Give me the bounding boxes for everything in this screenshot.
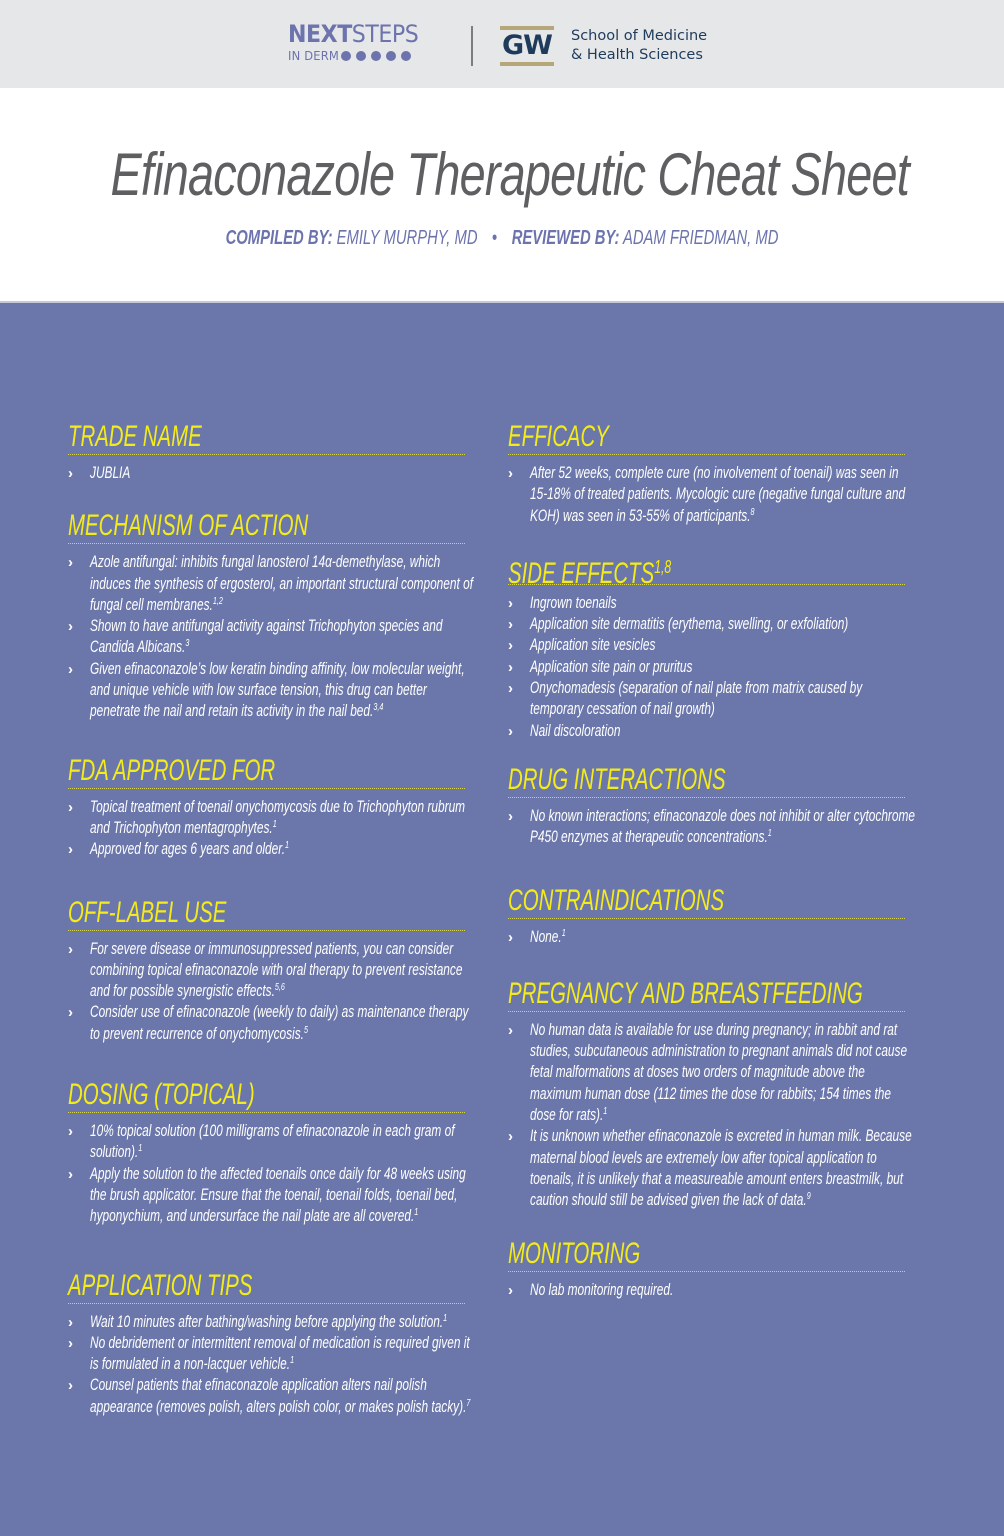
list-item (68, 797, 488, 840)
chevron-right-icon: › (508, 658, 513, 676)
list-item-text (90, 939, 479, 1003)
list-item (68, 1312, 488, 1333)
item-text: 10% topical solution (100 milligrams of efinaconazole in each gram of solution). (90, 1122, 455, 1162)
section-header (508, 976, 905, 1012)
section-title (68, 755, 275, 787)
chevron-right-icon: › (68, 554, 73, 572)
section-title (508, 978, 863, 1010)
item-text: Counsel patients that efinaconazole application alters nail polish appearance (removes polish, alters polish color, or makes polish tacky). (90, 1376, 467, 1416)
item-text: Application site vesicles (530, 636, 656, 655)
section-contraindications (508, 883, 928, 948)
list-item (508, 657, 928, 678)
item-text: After 52 weeks, complete cure (no involvement of toenail) was seen in 15-18% of treated patients. Mycologic cure (negative fungal culture and KOH) was seen in 53-55% of participants. (530, 464, 906, 525)
section-title (508, 421, 609, 453)
section-drug-interactions (508, 762, 928, 849)
compiled-by-label: COMPILED BY: (225, 227, 333, 249)
list-item (68, 1333, 488, 1376)
nextsteps-wordmark (288, 22, 435, 46)
school-name (571, 27, 707, 65)
section-title-text: APPLICATION TIPS (68, 1268, 253, 1302)
citation-superscript: 3,4 (373, 702, 384, 714)
section-off-label-use (68, 895, 488, 1045)
section-dosing-topical (68, 1077, 488, 1227)
list-item (68, 939, 488, 1003)
section-header (68, 419, 465, 455)
list-item (508, 721, 928, 742)
section-side-effects (508, 549, 928, 742)
item-text: Given efinaconazole’s low keratin binding affinity, low molecular weight, and unique vehicle with low surface tension, this drug can better penetrate the nail and retain its activity in the nail bed. (90, 659, 465, 721)
bullet-list (508, 1280, 928, 1301)
bullet-list (68, 463, 488, 484)
list-item-text (530, 1280, 919, 1301)
chevron-right-icon: › (68, 940, 73, 958)
list-item-text (90, 1312, 479, 1333)
citation-superscript: 1 (603, 1106, 608, 1118)
item-text: Application site dermatitis (erythema, swelling, or exfoliation) (530, 615, 849, 634)
item-text: Topical treatment of toenail onychomycosis due to Trichophyton rubrum and Trichophyton mentagrophytes. (90, 797, 466, 837)
list-item (508, 463, 928, 527)
section-header (68, 508, 465, 544)
item-text: Nail discoloration (530, 721, 621, 740)
item-text: Consider use of efinaconazole (weekly to daily) as maintenance therapy to prevent recurrence of onychomycosis. (90, 1003, 469, 1043)
list-item (68, 1164, 488, 1228)
bullet-list (508, 806, 928, 849)
section-title (508, 764, 726, 796)
list-item-text (90, 797, 479, 840)
list-item-text (530, 657, 919, 678)
section-title-text: EFFICACY (508, 420, 609, 453)
item-text: Wait 10 minutes after bathing/washing before applying the solution. (90, 1312, 444, 1331)
bullet-list (68, 1121, 488, 1227)
item-text: No lab monitoring required. (530, 1280, 674, 1299)
list-item (68, 1121, 488, 1164)
citation-superscript: 8 (750, 506, 755, 518)
list-item (68, 839, 488, 860)
section-header (508, 883, 905, 919)
section-header (508, 1236, 905, 1272)
nextsteps-in-derm-logo (288, 22, 448, 63)
section-title-text: DOSING (TOPICAL) (68, 1078, 255, 1112)
citation-superscript: 1,2 (212, 595, 223, 607)
citation-superscript: 1 (138, 1143, 143, 1155)
chevron-right-icon: › (68, 798, 73, 816)
item-text: None. (530, 927, 562, 946)
bullet-list (68, 939, 488, 1045)
citation-superscript: 1 (414, 1207, 419, 1219)
list-item-text (90, 1121, 479, 1164)
right-column (508, 395, 928, 1301)
bullet-list (508, 1020, 928, 1212)
section-title-text: CONTRAINDICATIONS (508, 883, 725, 917)
section-title-text: PREGNANCY AND BREASTFEEDING (508, 976, 863, 1010)
chevron-right-icon: › (68, 465, 73, 482)
list-item (508, 635, 928, 656)
list-item-text (530, 463, 919, 527)
compiled-by-name: EMILY MURPHY, MD (336, 227, 478, 249)
citation-superscript: 5 (303, 1024, 308, 1036)
reviewed-by-name: ADAM FRIEDMAN, MD (622, 227, 779, 249)
section-header (508, 762, 905, 798)
section-monitoring (508, 1236, 928, 1301)
gw-mark: GW (502, 30, 552, 61)
list-item-text (90, 616, 479, 659)
chevron-right-icon: › (508, 637, 513, 655)
item-text: Apply the solution to the affected toenails once daily for 48 weeks using the brush applicator. Ensure that the toenail, toenail folds, toenail bed, hyponychium, and undersurface the nail plate are all covered. (90, 1164, 466, 1226)
section-header (68, 753, 465, 789)
list-item-text (530, 806, 919, 849)
citation-superscript: 7 (466, 1397, 471, 1409)
item-text: JUBLIA (90, 464, 131, 482)
title-area (0, 88, 1004, 302)
left-column (68, 395, 488, 1418)
list-item-text (530, 927, 919, 948)
chevron-right-icon: › (68, 1165, 73, 1183)
item-text: Azole antifungal: inhibits fungal lanosterol 14α-demethylase, which induces the synthesis of ergosterol, an important structural component of fungal cell membranes. (90, 553, 474, 614)
chevron-right-icon: › (508, 928, 513, 946)
item-text: Shown to have antifungal activity against Trichophyton species and Candida Albicans. (90, 617, 443, 657)
list-item-text (90, 463, 479, 484)
gw-gold-bar-icon (500, 62, 554, 66)
section-header (508, 419, 905, 455)
list-item (508, 593, 928, 614)
bullet-list (508, 593, 928, 742)
section-title (508, 551, 671, 590)
item-text: No human data is available for use during pregnancy; in rabbit and rat studies, subcutaneous administration to pregnant animals did not cause fetal malformations at doses two orders of magnitude above the maximum human dose (112 times the dose for rabbits; 154 times the dose for rats). (530, 1020, 908, 1125)
dots-icon (341, 51, 411, 61)
bullet-list (68, 552, 488, 722)
citation-superscript: 1 (272, 818, 277, 830)
citation-superscript: 1 (290, 1355, 295, 1367)
list-item-text (530, 1126, 919, 1211)
section-title (68, 1079, 255, 1111)
section-title (68, 510, 308, 542)
section-title (68, 897, 226, 929)
list-item (68, 463, 488, 484)
section-title (68, 1270, 252, 1302)
citation-superscript: 1 (443, 1312, 448, 1324)
item-text: No debridement or intermittent removal of medication is required given it is formulated in a non-lacquer vehicle. (90, 1333, 470, 1374)
chevron-right-icon: › (68, 841, 73, 859)
citation-superscript: 5,6 (274, 982, 285, 994)
byline (131, 225, 874, 251)
list-item (508, 1020, 928, 1126)
list-item-text (90, 1164, 479, 1228)
item-text: Ingrown toenails (530, 593, 617, 612)
list-item-text (530, 593, 919, 614)
list-item (508, 927, 928, 948)
list-item-text (530, 614, 919, 635)
chevron-right-icon: › (68, 1377, 73, 1395)
list-item-text (530, 678, 919, 721)
chevron-right-icon: › (508, 1281, 513, 1299)
section-title-text: TRADE NAME (68, 420, 202, 453)
chevron-right-icon: › (68, 1334, 73, 1352)
citation-superscript: 1,8 (654, 556, 672, 577)
bullet-list (508, 927, 928, 948)
school-line-1: School of Medicine (571, 28, 708, 44)
citation-superscript: 1 (767, 828, 772, 840)
item-text: No known interactions; efinaconazole does not inhibit or alter cytochrome P450 enzymes at therapeutic concentrations. (530, 806, 915, 847)
list-item (68, 552, 488, 616)
list-item (508, 806, 928, 849)
section-title-text: MECHANISM OF ACTION (68, 509, 309, 543)
section-fda-approved-for (68, 753, 488, 861)
chevron-right-icon: › (68, 1004, 73, 1022)
section-title-text: DRUG INTERACTIONS (508, 762, 726, 796)
citation-superscript: 1 (285, 840, 290, 852)
list-item-text (530, 1020, 919, 1126)
header-band (0, 0, 1004, 88)
section-header (508, 549, 905, 590)
citation-superscript: 9 (806, 1191, 811, 1203)
wordmark-light: STEPS (351, 20, 419, 48)
item-text: Application site pain or pruritus (530, 657, 693, 676)
list-item-text (90, 1375, 479, 1418)
section-title-text: MONITORING (508, 1236, 641, 1270)
list-item (508, 678, 928, 721)
chevron-right-icon: › (508, 1128, 513, 1146)
bullet-list (508, 463, 928, 527)
item-text: For severe disease or immunosuppressed patients, you can consider combining topical efinaconazole with oral therapy to prevent resistance and for possible synergistic effects. (90, 939, 463, 1001)
section-header (68, 1268, 465, 1304)
list-item (68, 1002, 488, 1045)
list-item-text (90, 1002, 479, 1045)
wordmark-bold: NEXT (288, 20, 352, 48)
chevron-right-icon: › (68, 618, 73, 636)
list-item-text (90, 552, 479, 616)
list-item (68, 659, 488, 723)
chevron-right-icon: › (68, 1123, 73, 1141)
item-text: Approved for ages 6 years and older. (90, 840, 286, 859)
school-line-2: & Health Sciences (571, 47, 703, 63)
chevron-right-icon: › (508, 1021, 513, 1039)
chevron-right-icon: › (508, 680, 513, 698)
reviewed-by-label: REVIEWED BY: (511, 227, 620, 249)
chevron-right-icon: › (508, 465, 513, 482)
chevron-right-icon: › (68, 660, 73, 678)
item-text: Onychomadesis (separation of nail plate from matrix caused by temporary cessation of nail growth) (530, 679, 863, 719)
list-item-text (530, 721, 919, 742)
list-item (68, 1375, 488, 1418)
section-efficacy (508, 419, 928, 527)
section-title-text: SIDE EFFECTS (508, 556, 655, 590)
list-item-text (530, 635, 919, 656)
section-mechanism-of-action (68, 508, 488, 722)
citation-superscript: 1 (561, 927, 566, 939)
gw-logo (500, 26, 554, 66)
chevron-right-icon: › (508, 722, 513, 740)
logo-divider (471, 26, 473, 66)
section-application-tips (68, 1268, 488, 1418)
bullet-list (68, 797, 488, 861)
section-title (508, 885, 724, 917)
bullet-list (68, 1312, 488, 1418)
citation-superscript: 3 (185, 638, 190, 650)
section-title-text: FDA APPROVED FOR (68, 753, 276, 787)
section-title (68, 421, 202, 453)
section-title-text: OFF-LABEL USE (68, 895, 227, 929)
chevron-right-icon: › (508, 616, 513, 634)
list-item-text (90, 839, 479, 860)
list-item-text (90, 1333, 479, 1376)
section-header (68, 895, 465, 931)
chevron-right-icon: › (68, 1313, 73, 1331)
page-title: Efinaconazole Therapeutic Cheat Sheet (110, 141, 909, 208)
chevron-right-icon: › (508, 594, 513, 612)
section-title (508, 1238, 640, 1270)
list-item-text (90, 659, 479, 723)
item-text: It is unknown whether efinaconazole is excreted in human milk. Because maternal blood levels are extremely low after topical application to toenails, it is unlikely that a measureable amount enters breastmilk, but caution should still be advised given the lack of data. (530, 1127, 912, 1210)
section-divider (0, 301, 1004, 303)
in-derm-label: IN DERM (288, 48, 339, 63)
section-pregnancy-and-breastfeeding (508, 976, 928, 1212)
list-item (508, 614, 928, 635)
list-item (508, 1280, 928, 1301)
chevron-right-icon: › (508, 807, 513, 825)
list-item (508, 1126, 928, 1211)
section-trade-name (68, 419, 488, 484)
list-item (68, 616, 488, 659)
byline-separator: • (492, 227, 498, 249)
section-header (68, 1077, 465, 1113)
